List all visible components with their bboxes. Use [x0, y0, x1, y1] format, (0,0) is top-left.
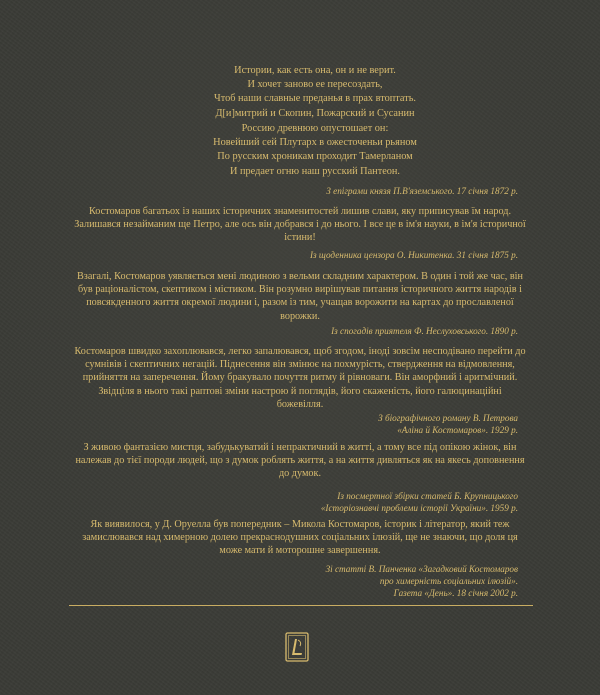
attribution-line: З епіграми князя П.В'яземського. 17 січня 1872 р. [326, 186, 518, 196]
epigram-stanza-2 [195, 122, 435, 179]
attribution-petrov [378, 412, 518, 436]
attribution-krupnytsky [321, 490, 518, 514]
attribution-line: «Історіознавчі проблеми історії України». 1959 р. [320, 503, 518, 513]
poem-line: Д[и]митрий и Скопин, Пожарский и Сусанин [215, 107, 415, 119]
quote-nikitenko: Костомаров багатьох із наших історичних знаменитостей лишив слави, яку приписував їм народ. Залишався незайманим ще Петро, але ось він добрався і до нього. І все це в ім'я науки, в ім'я історичної істини! [74, 206, 526, 244]
quote-krupnytsky: З живою фантазією мистця, забудькуватий і непрактичний в житті, а тому все під опікою жінок, він належав до тієї породи людей, що з думок роблять життя, а на життя дивляться як на якесь доповнення до думок. [75, 442, 525, 480]
attribution-panchenko [326, 563, 518, 599]
attribution-line: З біографічного роману В. Петрова [378, 413, 518, 423]
quote-neslukhovsky: Взагалі, Костомаров уявляється мені людиною з вельми складним характером. В один і той же час, він був раціоналістом, скептиком і містиком. Він розумно вирішував питання історичного життя народів і повсякденного життя окремої людини і, разом із тим, учащав ворожити на картах до прославленої ворожки. [77, 271, 523, 322]
attribution-line: Із щоденника цензора О. Никитенка. 31 січня 1875 р. [309, 250, 518, 260]
poem-line: По русским хроникам проходит Тамерланом [217, 151, 413, 163]
attribution-line: Із посмертної збірки статей Б. Крупницького [337, 491, 518, 501]
poem-line: Истории, как есть она, он и не верит. [234, 65, 396, 76]
epigram-stanza-1 [195, 64, 435, 121]
attribution-line: Зі статті В. Панченка «Загадковий Костомаров [325, 564, 518, 574]
attribution-line: Із спогадів приятеля Ф. Неслуховського. 1890 р. [331, 326, 518, 336]
poem-line: И хочет заново ее пересоздать, [247, 79, 383, 91]
poem-line: Чтоб наши славные преданья в прах втоптать. [214, 93, 416, 105]
attribution-nikitenko [310, 249, 518, 261]
attribution-line: Газета «День». 18 січня 2002 р. [393, 588, 518, 598]
poem-line: Россию древнюю опустошает он: [241, 123, 389, 134]
poem-line: И предает огню наш русский Пантеон. [229, 165, 400, 177]
attribution-line: про химерність соціальних ілюзій». [379, 576, 518, 586]
attribution-neslukhovsky [331, 325, 518, 337]
poem-line: Новейший сей Плутарх в ожесточеньи рьяном [213, 137, 417, 149]
attribution-line: «Аліна й Костомаров». 1929 р. [397, 425, 518, 435]
divider-line [69, 605, 533, 606]
publisher-logo-icon [285, 632, 309, 662]
attribution-vyazemsky [326, 185, 518, 197]
quote-panchenko: Як виявилося, у Д. Оруелла був попередник – Микола Костомаров, історик і літератор, який теж замислювався над химерною долею прекраснодушних соціальних ілюзій, ще не знаючи, що доля ця може мати й моторошне завершення. [82, 519, 518, 557]
quote-petrov: Костомаров швидко захоплювався, легко запалювався, щоб згодом, іноді зовсім несподівано перейти до сумнівів і скептичних негацій. Піднесення він змінює на похмурість, ствердження на відмовлення, прийняття на заперечення. Йому бракувало почуття ритму й рівноваги. Він аморфний і аритмічний. Звідціля в нього такі раптові зміни настрою й поглядів, його скаженість, його галюцинаційні божевілля. [74, 346, 526, 410]
